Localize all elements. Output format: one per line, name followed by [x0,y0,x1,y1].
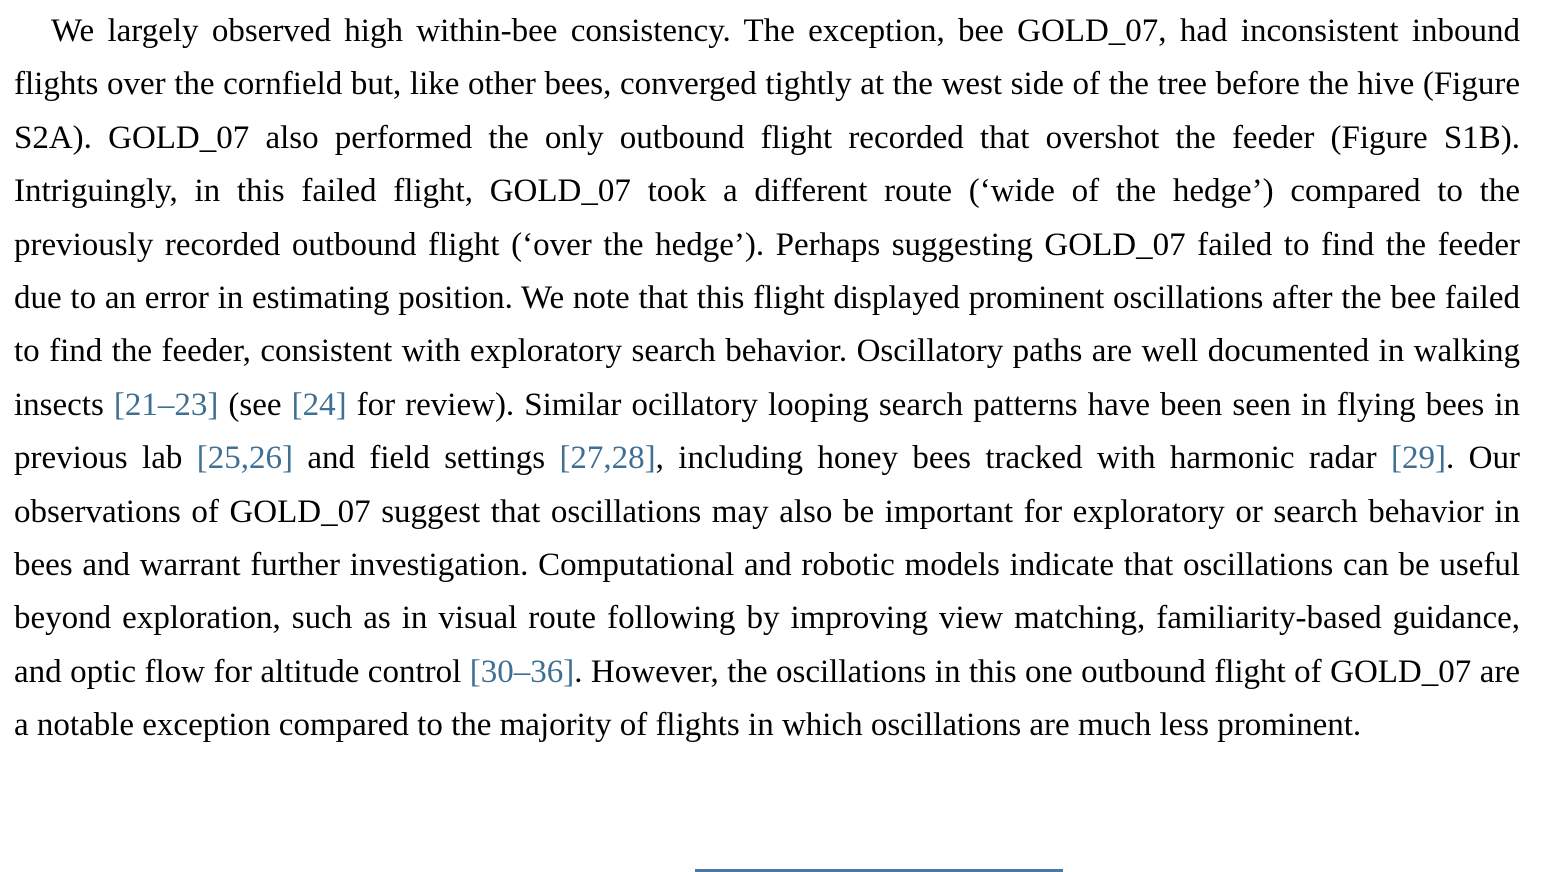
citation-link[interactable]: [21–23] [113,386,219,423]
paragraph-text: for review). Similar ocillatory looping search patterns have been seen in flying bees in previous lab [14,386,1520,477]
citation-link[interactable]: [29] [1391,440,1447,477]
paragraph-text: . Our observations of GOLD_07 suggest that oscillations may also be important for exploratory or search behavior in bees and warrant further investigation. Computational and robotic models indicate that oscillations can be useful beyond exploration, such as in visual route following by improving view matching, familiarity-based guidance, and optic flow for altitude control [14,440,1520,690]
body-paragraph [14,5,1520,753]
paragraph-text: , including honey bees tracked with harmonic radar [655,440,1392,477]
citation-link[interactable]: [27,28] [559,440,656,477]
paragraph-text: . However, the oscillations in this one outbound flight of GOLD_07 are a notable exception compared to the majority of flights in which oscillations are much less prominent. [14,653,1520,744]
paragraph-text: We largely observed high within-bee consistency. The exception, bee GOLD_07, had inconsistent inbound flights over the cornfield but, like other bees, converged tightly at the west side of the tree before the hive (Figure S2A). GOLD_07 also performed the only outbound flight recorded that overshot the feeder (Figure S1B). Intriguingly, in this failed flight, GOLD_07 took a different route (‘wide of the hedge’) compared to the previously recorded outbound flight (‘over the hedge’). Perhaps suggesting GOLD_07 failed to find the feeder due to an error in estimating position. We note that this flight displayed prominent oscillations after the bee failed to find the feeder, consistent with exploratory search behavior. Oscillatory paths are well documented in walking insects [14,13,1520,423]
paragraph-text: and field settings [292,440,560,477]
citation-link[interactable]: [30–36] [469,653,575,690]
citation-link[interactable]: [24] [291,386,347,423]
citation-link[interactable]: [25,26] [196,440,293,477]
paragraph-text: (see [218,386,292,423]
